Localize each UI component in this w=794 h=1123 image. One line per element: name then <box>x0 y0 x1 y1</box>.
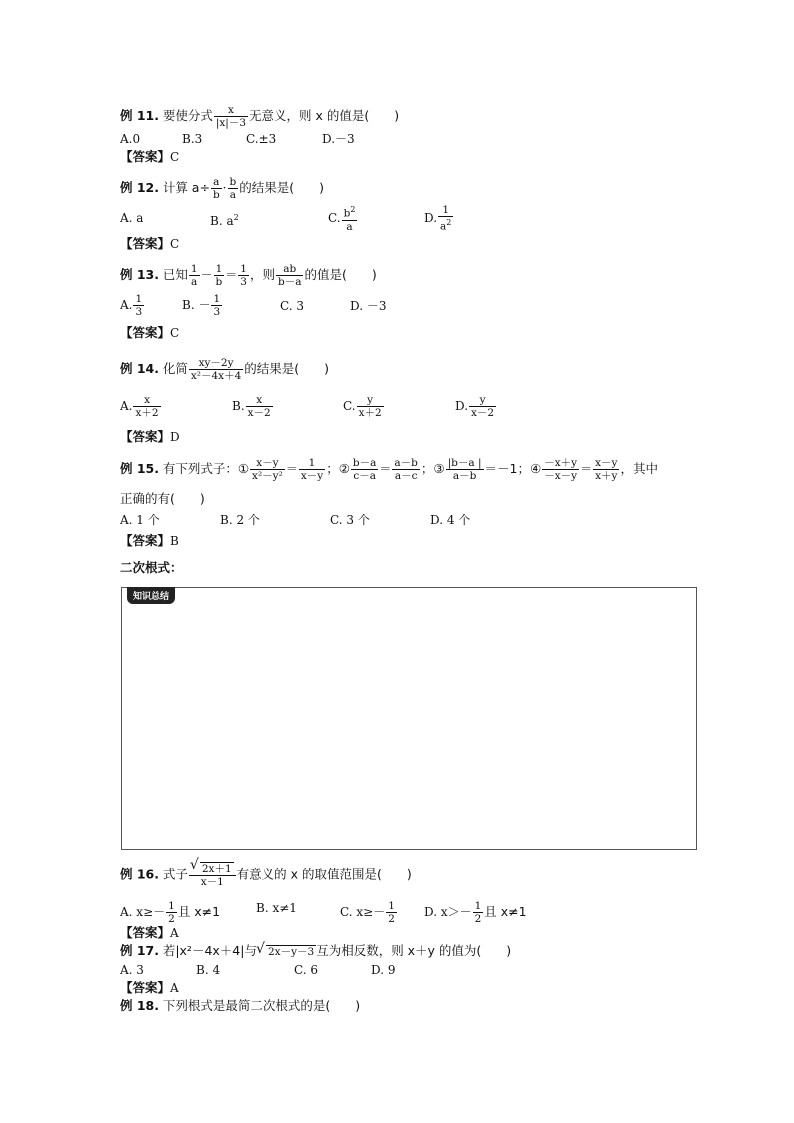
q16-stem: 例 16. 式子 √ $\frac{2x+1}{x-1}$ 有意义的 x 的取值范围是( ) <box>120 862 412 888</box>
q16-answer: 【答案】A <box>120 925 179 940</box>
q17-option-c: C. 6 <box>294 963 319 977</box>
q13-option-a: A. $\frac{1}{3}$ <box>120 293 143 318</box>
q16-option-b: B. x≠1 <box>256 901 297 915</box>
q16-option-d: D. x＞－ $\frac{1}{2}$ 且 x≠1 <box>424 900 527 925</box>
q14-option-b: B. $\frac{x}{x-2}$ <box>232 394 271 419</box>
q11-option-b: B.3 <box>182 132 203 146</box>
q15-option-d: D. 4 个 <box>430 513 471 527</box>
q11-option-d: D.－3 <box>322 132 355 146</box>
q17-answer: 【答案】A <box>120 980 179 995</box>
q18-stem: 例 18. 下列根式是最简二次根式的是( ) <box>120 998 361 1013</box>
q15-option-c: C. 3 个 <box>330 513 370 527</box>
q16-option-a: A. x≥－ $\frac{1}{2}$ 且 x≠1 <box>120 900 221 925</box>
q17-sqrt: √ 2x－y－3 <box>257 945 316 959</box>
q13-stem: 例 13. 已知 $\frac{1}{a}$ － $\frac{1}{b}$ ＝ $\frac{1}{3}$ ，则 $\frac{ab}{b-a}$ 的值是( ) <box>120 263 377 288</box>
knowledge-summary-tag: 知识总结 <box>127 587 175 604</box>
q14-option-c: C. $\frac{y}{x+2}$ <box>343 394 382 419</box>
knowledge-summary-box <box>121 587 697 850</box>
q14-stem: 例 14. 化简 $\frac{xy-2y}{\text{x²－4x＋4}}$ 的结果是( ) <box>120 357 330 382</box>
q17-option-d: D. 9 <box>371 963 396 977</box>
q14-option-a: A. $\frac{x}{x+2}$ <box>120 394 159 419</box>
q13-option-c: C. 3 <box>280 299 305 313</box>
q11-option-c: C.±3 <box>246 132 277 146</box>
q12-option-d: D. $\frac{1}{a^2}$ <box>424 204 452 233</box>
q16-fraction: √ $\frac{2x+1}{x-1}$ <box>189 862 236 888</box>
q11-fraction: $\frac{x}{|x|-3}$ <box>215 104 247 129</box>
q15-option-a: A. 1 个 <box>120 513 160 527</box>
q15-option-b: B. 2 个 <box>220 513 260 527</box>
q15-answer: 【答案】B <box>120 533 179 548</box>
q14-option-d: D. $\frac{y}{x-2}$ <box>455 394 495 419</box>
q16-option-c: C. x≥－ $\frac{1}{2}$ <box>340 900 395 925</box>
q14-answer: 【答案】D <box>120 429 180 444</box>
q15-stem: 例 15. 有下列式子：① $\frac{x-y}{\text{x²－y²}}$ ＝ $\frac{1}{x-y}$ ；② $\frac{b-a}{c-a}$ ＝ $\frac{a-b}{a-c}$ ；③ $\frac{|b-a |}{a-b}$ ＝－1；④ $\frac{-x+y}{-x-y}$ ＝ $\frac{x-y}{x+y}$ ，其中 <box>120 457 658 482</box>
q11-answer: 【答案】C <box>120 149 180 164</box>
q12-stem: 例 12. 计算 a÷ $\frac{a}{b}$ · $\frac{b}{a}$ 的结果是( ) <box>120 176 324 201</box>
q13-option-d: D. －3 <box>350 299 387 313</box>
q12-option-c: C. $\frac{b^2}{a}$ <box>328 205 356 233</box>
q15-stem-line2: 正确的有( ) <box>120 491 205 506</box>
q12-option-a: A. a <box>120 211 144 225</box>
q11-stem: 例 11. 要使分式 $\frac{x}{|x|-3}$ 无意义，则 x 的值是( ) <box>120 104 400 129</box>
q17-option-a: A. 3 <box>120 963 144 977</box>
q12-answer: 【答案】C <box>120 236 180 251</box>
q12-option-b: B. $a^2$ <box>210 213 239 228</box>
q17-option-b: B. 4 <box>196 963 221 977</box>
q17-stem: 例 17. 若|x²－4x＋4|与√ 2x－y－3 互为相反数，则 x＋y 的值为( ) <box>120 944 511 959</box>
section-title: 二次根式： <box>120 560 183 575</box>
q13-option-b: B. － $\frac{1}{3}$ <box>182 293 221 318</box>
q11-option-a: A.0 <box>120 132 141 146</box>
q13-answer: 【答案】C <box>120 325 180 340</box>
